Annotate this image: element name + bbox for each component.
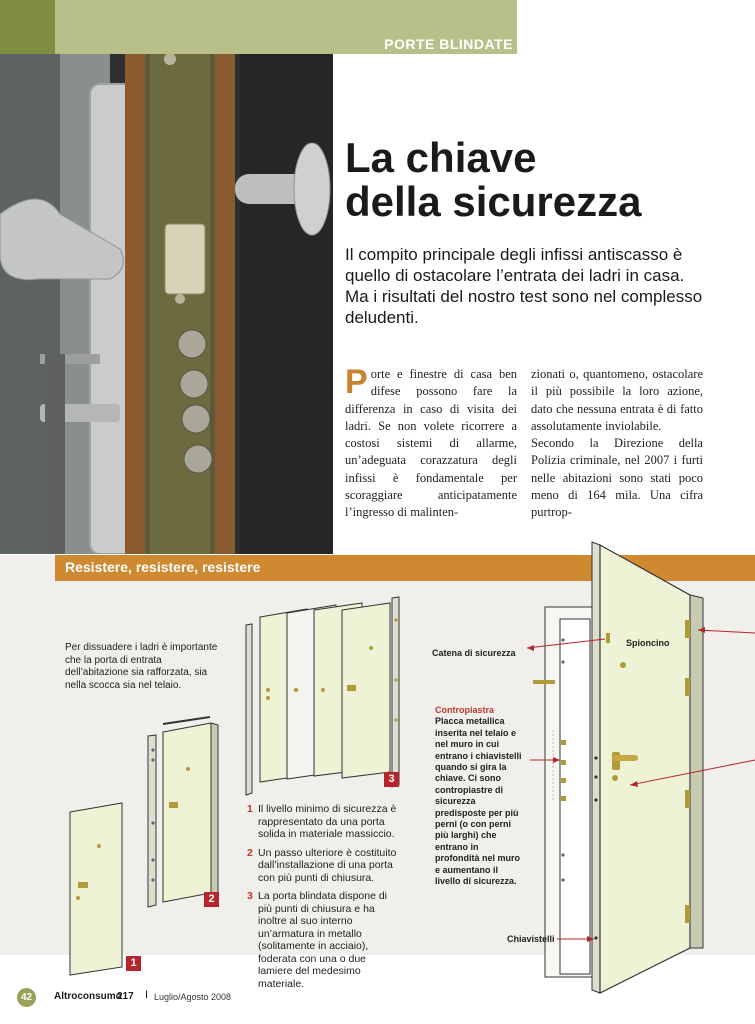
step-number: 1: [247, 803, 253, 815]
step-text: Un passo ulteriore è costituito dall’installazione di una porta con più punti di chiusura.: [258, 846, 397, 884]
infobox-title: Resistere, resistere, resistere: [65, 559, 261, 575]
section-label: PORTE BLINDATE: [384, 36, 513, 52]
title-line-2: della sicurezza: [345, 178, 642, 225]
drop-cap: P: [345, 363, 368, 401]
issue-date: Luglio/Agosto 2008: [154, 992, 232, 1002]
label-chiavistelli: Chiavistelli: [507, 934, 555, 944]
column-1-text: orte e finestre di casa ben difese possono fare la differenza in caso di visita dei ladri. Se non volete ricorrere a costosi sistemi di allarme, un’adeguata corazzatura degli infissi è fondamentale per scoraggiare anticipatamente l’ingresso di malinten-: [345, 367, 517, 520]
step-item: [247, 847, 399, 885]
column-2-paragraph-1: zionati o, quantomeno, ostacolare il più possibile la loro azione, dato che nessuna entrata è di fatto assolutamente inviolabile.: [531, 367, 703, 433]
door-3-illustration: [246, 597, 399, 795]
step-item: [247, 890, 399, 990]
step-text: La porta blindata dispone di più punti di chiusura e ha inoltre al suo interno un’armatura in metallo (solitamente in acciaio), foderata con una o due lamiere del medesimo materiale.: [258, 890, 388, 990]
step-badge-2: 2: [204, 892, 219, 907]
step-badge-1: 1: [126, 956, 141, 971]
issue-number: 217: [117, 991, 134, 1002]
article-lead: Il compito principale degli infissi antiscasso è quello di ostacolare l’entrata dei ladri in casa. Ma i risultati del nostro test sono nel complesso deludenti.: [345, 245, 703, 327]
contropiastra-callout: [435, 705, 525, 888]
contropiastra-text: Placca metallica inserita nel telaio e nel muro in cui entrano i chiavistelli quando si gira la chiave. Ci sono contropiastre di sicurezza predisposte per più perni (o con perni più larghi) che entrano in profondità nel muro e aumentano il livello di sicurezza.: [435, 716, 522, 887]
infobox-intro: Per dissuadere i ladri è importante che la porta di entrata dell’abitazione sia rafforzata, sia nella scocca sia nel telaio.: [65, 642, 218, 691]
page-footer: [0, 985, 400, 1007]
step-text: Il livello minimo di sicurezza è rappresentato da una porta solida in materiale massiccio.: [258, 803, 397, 840]
label-spioncino: Spioncino: [626, 638, 670, 648]
footer-separator: I: [145, 989, 149, 1001]
column-2-paragraph-2: Secondo la Direzione della Polizia criminale, nel 2007 i furti nelle abitazioni sono stati poco meno di 164 mila. Una cifra purtrop-: [531, 436, 703, 520]
page-number: 42: [17, 988, 36, 1007]
steps-list: [247, 803, 399, 996]
security-door-illustration: [527, 542, 755, 993]
magazine-name: Altroconsumo: [54, 991, 122, 1002]
step-badge-3: 3: [384, 772, 399, 787]
step-number: 3: [247, 890, 253, 902]
step-number: 2: [247, 846, 253, 859]
door-2-illustration: [148, 717, 218, 907]
contropiastra-title: Contropiastra: [435, 705, 495, 715]
door-1-illustration: [70, 803, 122, 975]
label-catena: Catena di sicurezza: [432, 648, 516, 658]
step-item: [247, 803, 399, 841]
title-line-1: La chiave: [345, 134, 537, 181]
